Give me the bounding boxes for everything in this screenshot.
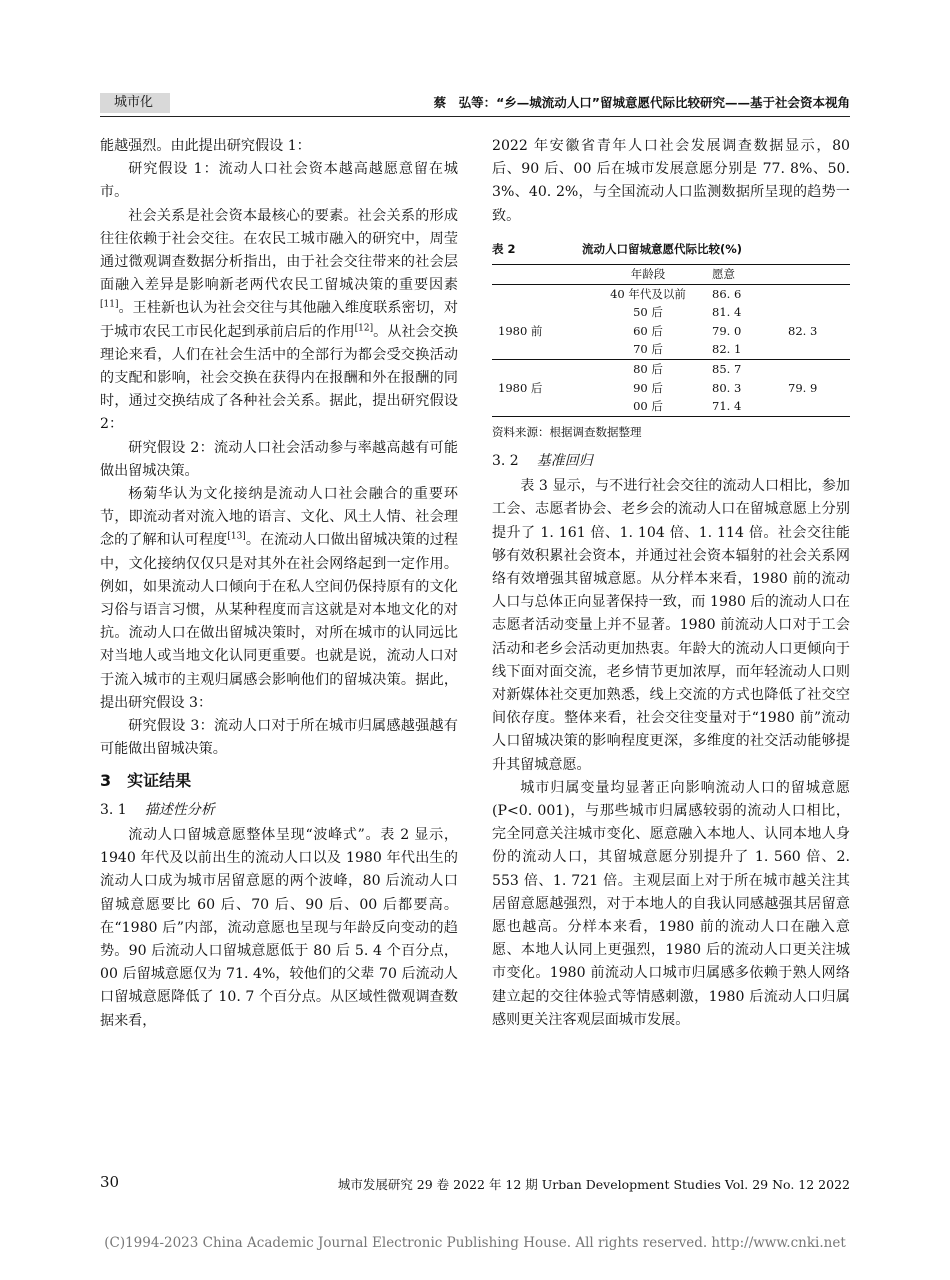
table-row: 00 后 71. 4: [492, 397, 850, 416]
citation: [13]: [227, 531, 246, 542]
hypothesis-3: 研究假设 3：流动人口对于所在城市归属感越强越有可能做出留城决策。: [100, 718, 458, 758]
running-title: 蔡 弘等：“乡—城流动人口”留城意愿代际比较研究——基于社会资本视角: [433, 95, 850, 110]
table-caption: 表 2 流动人口留城意愿代际比较(%): [492, 241, 743, 256]
section-heading: 3 实证结果: [100, 771, 192, 791]
section-tag: 城市化: [100, 93, 170, 113]
table-row: 50 后 81. 4: [633, 305, 742, 320]
paragraph: 社会关系是社会资本最核心的要素。社会关系的形成往往依赖于社会交往。在农民工城市融入的研究中，周莹通过微观调查数据分析指出，由于社会交往带来的社会层面融入差异是影响新老两代农民工留城决策的重要因素[11]。王桂新也认为社会交往与其他融入维度联系密切，对于城市农民工市民化起到承前启后的作用[12]。从社会交换理论来看，人们在社会生活中的全部行为都会受交换活动的支配和影响，社会交换在获得内在报酬和外在报酬的同时，通过交换结成了各种社会关系。据此，提出研究假设 2：: [100, 207, 459, 433]
paragraph: 流动人口留城意愿整体呈现“波峰式”。表 2 显示，1940 年代及以前出生的流动人口以及 1980 年代出生的流动人口成为城市居留意愿的两个波峰，80 后流动人口留城意愿要比 60 后、70 后、90 后、00 后都要高。在“1980 后”内部，流动意愿也呈现与年龄反向变动的趋势。90 后流动人口留城意愿低于 80 后 5. 4 个百分点，00 后留城意愿仅为 71. 4%，较他们的父辈 70 后流动人口留城意愿降低了 10. 7 个百分点。从区域性微观调查数据来看，: [100, 826, 458, 1029]
paragraph: 表 3 显示，与不进行社会交往的流动人口相比，参加工会、志愿者协会、老乡会的流动人口在留城意愿上分别提升了 1. 161 倍、1. 104 倍、1. 114 倍。社会交往能够有效积累社会资本，并通过社会资本辐射的社会关系网络有效增强其留城意愿。从分样本来看，1980 前的流动人口与总体正向显著保持一致，而 1980 后的流动人口在志愿者活动变量上并不显著。1980 前流动人口对于工会活动和老乡会活动更加热衷。年龄大的流动人口更倾向于线下面对面交流，老乡情节更加浓厚，而年轻流动人口则对新媒体社交更加熟悉，线上交流的方式也降低了社交空间依存度。整体来看，社会交往变量对于“1980 前”流动人口留城决策的影响程度更深，多维度的社交活动能够提升其留城意愿。: [492, 478, 850, 773]
citation: [11]: [100, 299, 119, 310]
column-header: 年龄段: [630, 267, 666, 282]
table-row: 40 年代及以前 86. 6: [610, 286, 742, 301]
group-total: 79. 9: [788, 380, 818, 395]
paragraph: 2022 年安徽省青年人口社会发展调查数据显示，80 后、90 后、00 后在城市发展意愿分别是 77. 8%、50. 3%、40. 2%，与全国流动人口监测数据所呈现的趋势一致。: [492, 138, 850, 224]
page-number: 30: [100, 1173, 120, 1191]
left-column: [100, 135, 458, 1033]
generational-table: [492, 264, 850, 417]
copyright-watermark: (C)1994-2023 China Academic Journal Electronic Publishing House. All rights reserved. http://www.cnki.net: [104, 1235, 846, 1251]
column-header: 愿意: [712, 267, 735, 282]
table-row: 1980 前 60 后 79. 0 82. 3: [492, 322, 850, 341]
hypothesis-2: 研究假设 2：流动人口社会活动参与率越高越有可能做出留城决策。: [100, 439, 458, 479]
right-column: [492, 135, 850, 1032]
paragraph: 城市归属变量均显著正向影响流动人口的留城意愿(P<0. 001)，与那些城市归属感较弱的流动人口相比，完全同意关注城市变化、愿意融入本地人、认同本地人身份的流动人口，其留城意愿分别提升了 1. 560 倍、2. 553 倍、1. 721 倍。主观层面上对于所在城市越关注其居留意愿越强烈，对于本地人的自我认同感越强其居留意愿也越高。分样本来看，1980 前的流动人口在融入意愿、本地人认同上更强烈，1980 后的流动人口更关注城市变化。1980 前流动人口城市归属感多依赖于熟人网络建立起的交往体验式等情感刺激，1980 后流动人口归属感则更关注客观层面城市发展。: [492, 779, 850, 1028]
group-label: 1980 后: [498, 380, 543, 395]
citation: [12]: [354, 322, 374, 333]
table-row: 1980 后 90 后 80. 3 79. 9: [492, 379, 850, 398]
subsection-heading: 3. 2 基准回归: [492, 452, 593, 469]
table-source: 资料来源：根据调查数据整理: [492, 424, 642, 439]
table-row: 80 后 85. 7: [633, 361, 742, 376]
header-rule: [100, 116, 850, 117]
paragraph: 能越强烈。由此提出研究假设 1：: [100, 138, 311, 154]
paragraph: 杨菊华认为文化接纳是流动人口社会融合的重要环节，即流动者对流入地的语言、文化、风土人情、社会理念的了解和认可程度[13]。在流动人口做出留城决策的过程中，文化接纳仅仅只是对其外在社会网络起到一定作用。例如，如果流动人口倾向于在私人空间仍保持原有的文化习俗与语言习惯，从某种程度而言这就是对本地文化的对抗。流动人口在做出留城决策时，对所在城市的认同远比对当地人或当地文化认同更重要。也就是说，流动人口对于流入城市的主观归属感会影响他们的留城决策。据此，提出研究假设 3：: [100, 486, 459, 711]
table-row: 70 后 82. 1: [492, 340, 850, 359]
group-label: 1980 前: [498, 323, 543, 338]
hypothesis-1: 研究假设 1：流动人口社会资本越高越愿意留在城市。: [100, 161, 458, 201]
journal-info: 城市发展研究 29 卷 2022 年 12 期 Urban Development Studies Vol. 29 No. 12 2022: [337, 1177, 850, 1192]
group-total: 82. 3: [788, 323, 818, 338]
subsection-heading: 3. 1 描述性分析: [100, 801, 215, 818]
